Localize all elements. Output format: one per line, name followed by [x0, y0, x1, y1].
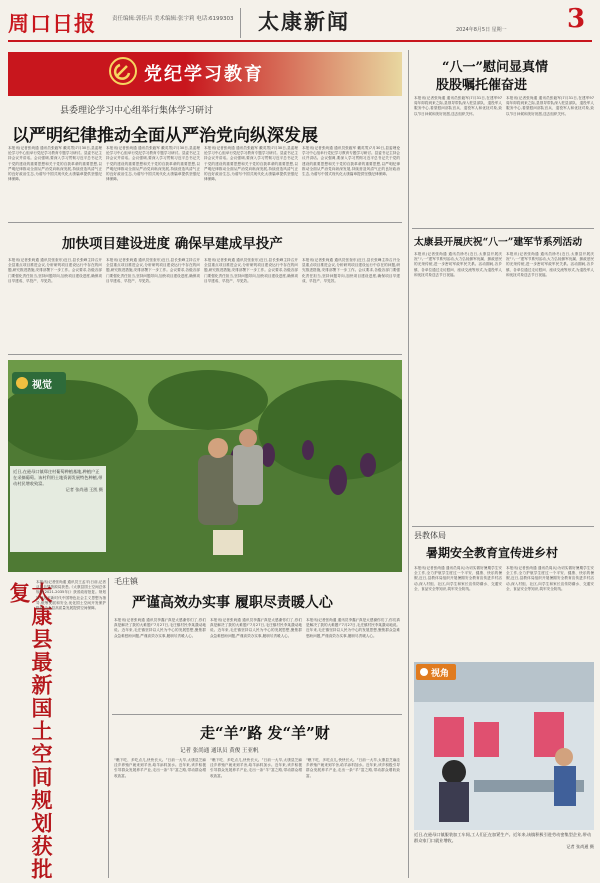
plan-article-body: 本报讯(记者张尚通 通讯员王孟平)日前,记者从县自然资源局获悉,《太康县国土空间总体规划(2021-2035年)》获省政府批复。规划以习近平新时代中国特色社会主义思想为指导,统筹发展和安全,优化国土空间开发保护格局,为全县高质量发展提供空间保障。 — [36, 580, 106, 611]
camera-icon — [420, 668, 428, 676]
party-subhead: 县委理论学习中心组举行集体学习研讨 — [60, 106, 214, 116]
edu-article-col-2: 本报讯(记者张尚通 通讯员周兵)为切实做好暑期学生安全工作,全力护航学生度过一个平安、健康、快乐的暑假,近日,县教体局组织开展暑期安全教育宣传进乡村活动,深入村组、社区,向学生和家长宣传防溺水、交通安全、食品安全等知识,筑牢安全防线。 — [506, 566, 594, 591]
divider — [412, 526, 594, 527]
sheep-byline: 记者 张尚通 通讯员 黄俊 王亚帆 — [180, 748, 259, 754]
bayi-headline-2: 股股嘱托催奋进 — [436, 78, 528, 93]
plan-vertical-title: 太康县最新国土空间规划获批复 — [7, 582, 54, 881]
camera-icon — [16, 377, 28, 389]
party-article-col-3: 本报讯(记者张尚通 通讯员张毅军 戴英男)7月30日,县委理论学习中心组举行党纪学习教育专题学习研讨。县委书记主持会议并讲话。会议强调,要深入学习贯彻习近平总书记关于党的建设的重要思想和关于党的自我革命的重要思想,以严明纪律推动全面从严治党向纵深发展,持续营造风清气正的良好政治生态,为谱写中国式现代化太康篇章提供坚强纪律保障。 — [204, 146, 298, 182]
party-article-col-1: 本报讯(记者张尚通 通讯员张毅军 戴英男)7月30日,县委理论学习中心组举行党纪学习教育专题学习研讨。县委书记主持会议并讲话。会议强调,要深入学习贯彻习近平总书记关于党的建设的重要思想和关于党的自我革命的重要思想,以严明纪律推动全面从严治党向纵深发展,持续营造风清气正的良好政治生态,为谱写中国式现代化太康篇章提供坚强纪律保障。 — [8, 146, 102, 182]
army-article-col-2: 本报讯(记者张尚通 通讯员徐冬)近日,太康县开展庆祝“八一”建军节系列活动,大力弘扬拥军优属、拥政爱民的光荣传统,进一步密切军政军民关系。活动期间,各乡镇、各单位通过走访慰问、座谈交流等形式,为退役军人和优抚对象送去节日祝福。 — [506, 252, 594, 277]
divider — [412, 228, 594, 229]
factory-tag-label: 视角 — [431, 669, 450, 679]
bureau-label: 县教体局 — [414, 531, 446, 540]
divider — [8, 222, 402, 223]
header-divider — [240, 8, 241, 38]
factory-caption-text: 近日,在逊母口镇服装加工车间,工人们正在加紧生产。近年来,该镇积极引进劳动密集型企业,带动群众家门口就业增收。 — [414, 832, 592, 843]
divider — [108, 578, 109, 878]
grape-photo-credit: 记者 张尚通 王凯 摄 — [65, 487, 103, 492]
issue-date: 2024年8月5日 星期一 — [456, 27, 507, 33]
header-rule — [8, 40, 592, 42]
sheep-article-col-1: “瞧下吃、多吃点儿,快快长大。”日前一大早,太康县芝麻洼乡养殖户就来到羊舍,给羊添料加水。近年来,该乡积极引导群众发展养羊产业,走出一条“羊”富之路,带动群众增收致富。 — [114, 758, 206, 778]
factory-photo — [414, 662, 594, 830]
army-headline: 太康县开展庆祝“八一”建军节系列活动 — [414, 237, 583, 248]
editor-info: 责任编辑:郭佳昌 美术编辑:张宇莉 电话:6199303 — [112, 16, 234, 22]
bayi-headline-1: “八一”慰问显真情 — [442, 60, 548, 75]
divider — [8, 354, 402, 355]
town-label: 毛庄镇 — [114, 577, 138, 586]
mao-article-col-1: 本报讯(记者张尚通 通讯员李鑫)“真是太感谢你们了,你们真是解决了我的大难题!”7月27日,毛庄镇村民李某激动地说。近年来,毛庄镇坚持以人民为中心的发展思想,聚焦群众急难愁盼问题,严谨高效办实事,履职尽责暖人心。 — [114, 618, 206, 638]
project-article-col-1: 本报讯(记者张尚通 通讯员张奎东)近日,县长张峰主持召开全县重点项目推进会议,分析研判项目建设运行中存在的问题,研究推进措施,安排部署下一步工作。会议要求,各级各部门要强化责任担当,坚持问题导向,加快项目建设进度,确保项目早建成、早投产、早见效。 — [8, 258, 102, 283]
project-article-col-3: 本报讯(记者张尚通 通讯员张奎东)近日,县长张峰主持召开全县重点项目推进会议,分析研判项目建设运行中存在的问题,研究推进措施,安排部署下一步工作。会议要求,各级各部门要强化责任担当,坚持问题导向,加快项目建设进度,确保项目早建成、早投产、早见效。 — [204, 258, 298, 283]
photo-tag-badge — [12, 372, 66, 394]
grape-caption-text: 近日,在逊母口镇郑庄村葡萄种植基地,种植户正在采摘葡萄。该村利用土地资源发展特色种植,带动村民增收致富。 — [13, 469, 103, 486]
project-article-col-2: 本报讯(记者张尚通 通讯员张奎东)近日,县长张峰主持召开全县重点项目推进会议,分析研判项目建设运行中存在的问题,研究推进措施,安排部署下一步工作。会议要求,各级各部门要强化责任担当,坚持问题导向,加快项目建设进度,确保项目早建成、早投产、早见效。 — [106, 258, 200, 283]
page-number: 3 — [567, 4, 586, 34]
army-article-col-1: 本报讯(记者张尚通 通讯员徐冬)近日,太康县开展庆祝“八一”建军节系列活动,大力弘扬拥军优属、拥政爱民的光荣传统,进一步密切军政军民关系。活动期间,各乡镇、各单位通过走访慰问、座谈交流等形式,为退役军人和优抚对象送去节日祝福。 — [414, 252, 502, 277]
bayi-article-col-1: 本报讯(记者张尚通 通讯员张毅军)7月31日,在建军97周年即将到来之际,县领导带队深入驻县部队、退役军人服务中心,看望慰问部队官兵、退役军人和优抚对象,致以节日问候和美好祝愿,送去组织关怀。 — [414, 96, 502, 116]
sheep-article-col-3: “瞧下吃、多吃点儿,快快长大。”日前一大早,太康县芝麻洼乡养殖户就来到羊舍,给羊添料加水。近年来,该乡积极引导群众发展养羊产业,走出一条“羊”富之路,带动群众增收致富。 — [306, 758, 400, 778]
party-headline: 以严明纪律推动全面从严治党向纵深发展 — [12, 126, 318, 146]
grape-photo-caption — [10, 466, 106, 552]
project-article-col-4: 本报讯(记者张尚通 通讯员张奎东)近日,县长张峰主持召开全县重点项目推进会议,分析研判项目建设运行中存在的问题,研究推进措施,安排部署下一步工作。会议要求,各级各部门要强化责任担当,坚持问题导向,加快项目建设进度,确保项目早建成、早投产、早见效。 — [302, 258, 400, 283]
newspaper-logo: 周口日报 — [8, 11, 96, 36]
mao-article-col-2: 本报讯(记者张尚通 通讯员李鑫)“真是太感谢你们了,你们真是解决了我的大难题!”7月27日,毛庄镇村民李某激动地说。近年来,毛庄镇坚持以人民为中心的发展思想,聚焦群众急难愁盼问题,严谨高效办实事,履职尽责暖人心。 — [210, 618, 302, 638]
edu-headline: 暑期安全教育宣传进乡村 — [426, 546, 559, 560]
factory-photo-caption — [414, 832, 594, 878]
project-headline: 加快项目建设进度 确保早建成早投产 — [62, 236, 283, 252]
factory-tag-badge — [416, 664, 456, 680]
party-emblem-icon — [108, 56, 138, 86]
section-title: 太康新闻 — [258, 9, 350, 34]
mao-article-col-3: 本报讯(记者张尚通 通讯员李鑫)“真是太感谢你们了,你们真是解决了我的大难题!”7月27日,毛庄镇村民李某激动地说。近年来,毛庄镇坚持以人民为中心的发展思想,聚焦群众急难愁盼问题,严谨高效办实事,履职尽责暖人心。 — [306, 618, 400, 638]
bayi-article-col-2: 本报讯(记者张尚通 通讯员张毅军)7月31日,在建军97周年即将到来之际,县领导带队深入驻县部队、退役军人服务中心,看望慰问部队官兵、退役军人和优抚对象,致以节日问候和美好祝愿,送去组织关怀。 — [506, 96, 594, 116]
sheep-article-col-2: “瞧下吃、多吃点儿,快快长大。”日前一大早,太康县芝麻洼乡养殖户就来到羊舍,给羊添料加水。近年来,该乡积极引导群众发展养羊产业,走出一条“羊”富之路,带动群众增收致富。 — [210, 758, 302, 778]
mao-headline: 严谨高效办实事 履职尽责暖人心 — [132, 595, 333, 611]
edu-article-col-1: 本报讯(记者张尚通 通讯员周兵)为切实做好暑期学生安全工作,全力护航学生度过一个平安、健康、快乐的暑假,近日,县教体局组织开展暑期安全教育宣传进乡村活动,深入村组、社区,向学生和家长宣传防溺水、交通安全、食品安全等知识,筑牢安全防线。 — [414, 566, 502, 591]
sheep-headline: 走“羊”路 发“羊”财 — [200, 724, 330, 742]
photo-tag-label: 视觉 — [32, 380, 52, 391]
party-banner-title: 党纪学习教育 — [144, 64, 264, 85]
factory-photo-credit: 记者 张尚通 摄 — [566, 844, 594, 849]
party-article-col-4: 本报讯(记者张尚通 通讯员张毅军 戴英男)7月30日,县委理论学习中心组举行党纪学习教育专题学习研讨。县委书记主持会议并讲话。会议强调,要深入学习贯彻习近平总书记关于党的建设的重要思想和关于党的自我革命的重要思想,以严明纪律推动全面从严治党向纵深发展,持续营造风清气正的良好政治生态,为谱写中国式现代化太康篇章提供坚强纪律保障。 — [302, 146, 400, 177]
party-article-col-2: 本报讯(记者张尚通 通讯员张毅军 戴英男)7月30日,县委理论学习中心组举行党纪学习教育专题学习研讨。县委书记主持会议并讲话。会议强调,要深入学习贯彻习近平总书记关于党的建设的重要思想和关于党的自我革命的重要思想,以严明纪律推动全面从严治党向纵深发展,持续营造风清气正的良好政治生态,为谱写中国式现代化太康篇章提供坚强纪律保障。 — [106, 146, 200, 182]
column-divider — [408, 50, 409, 878]
divider — [112, 714, 402, 715]
